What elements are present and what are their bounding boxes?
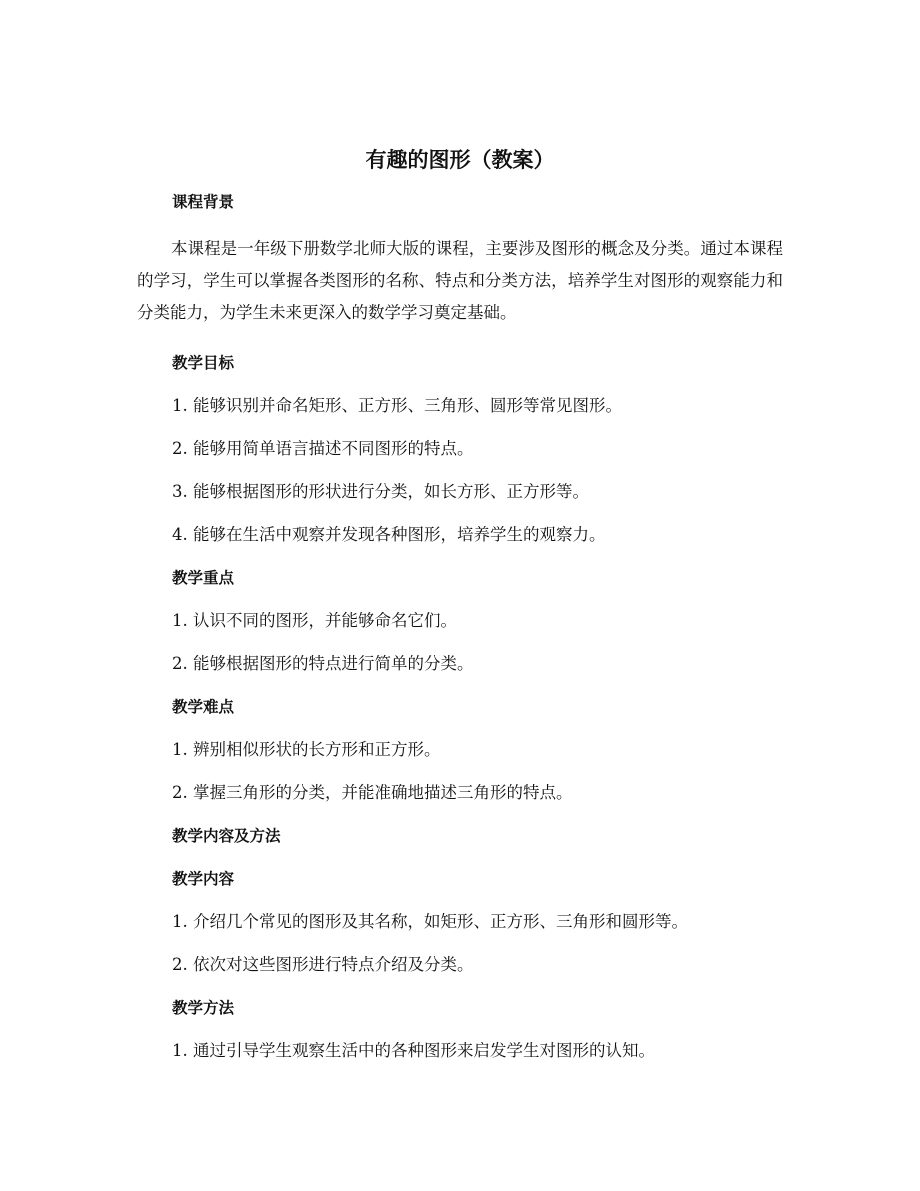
difficulty-item: 1. 辨别相似形状的长方形和正方形。 [172,740,441,759]
goal-item: 2. 能够用简单语言描述不同图形的特点。 [172,439,474,458]
heading-difficulties: 教学难点 [172,698,235,716]
document-body [137,144,783,1082]
heading-content-methods: 教学内容及方法 [172,827,281,845]
heading-key-points: 教学重点 [172,569,235,587]
goal-item: 3. 能够根据图形的形状进行分类，如长方形、正方形等。 [172,482,589,501]
heading-methods: 教学方法 [172,999,235,1017]
goal-item: 1. 能够识别并命名矩形、正方形、三角形、圆形等常见图形。 [172,396,622,415]
page-title: 有趣的图形（教案） [365,148,555,172]
content-item: 1. 介绍几个常见的图形及其名称，如矩形、正方形、三角形和圆形等。 [172,912,688,931]
background-paragraph: 本课程是一年级下册数学北师大版的课程，主要涉及图形的概念及分类。通过本课程的学习，学生可以掌握各类图形的名称、特点和分类方法，培养学生对图形的观察能力和分类能力，为学生未来更深入的数学学习奠定基础。 [137,239,783,322]
content-item: 2. 依次对这些图形进行特点介绍及分类。 [172,955,474,974]
goal-item: 4. 能够在生活中观察并发现各种图形，培养学生的观察力。 [172,525,606,544]
key-point-item: 1. 认识不同的图形，并能够命名它们。 [172,611,457,630]
key-point-item: 2. 能够根据图形的特点进行简单的分类。 [172,654,474,673]
method-item: 1. 通过引导学生观察生活中的各种图形来启发学生对图形的认知。 [172,1041,655,1060]
heading-goals: 教学目标 [172,354,235,372]
heading-background: 课程背景 [172,193,235,211]
heading-content: 教学内容 [172,870,235,888]
difficulty-item: 2. 掌握三角形的分类，并能准确地描述三角形的特点。 [172,783,573,802]
